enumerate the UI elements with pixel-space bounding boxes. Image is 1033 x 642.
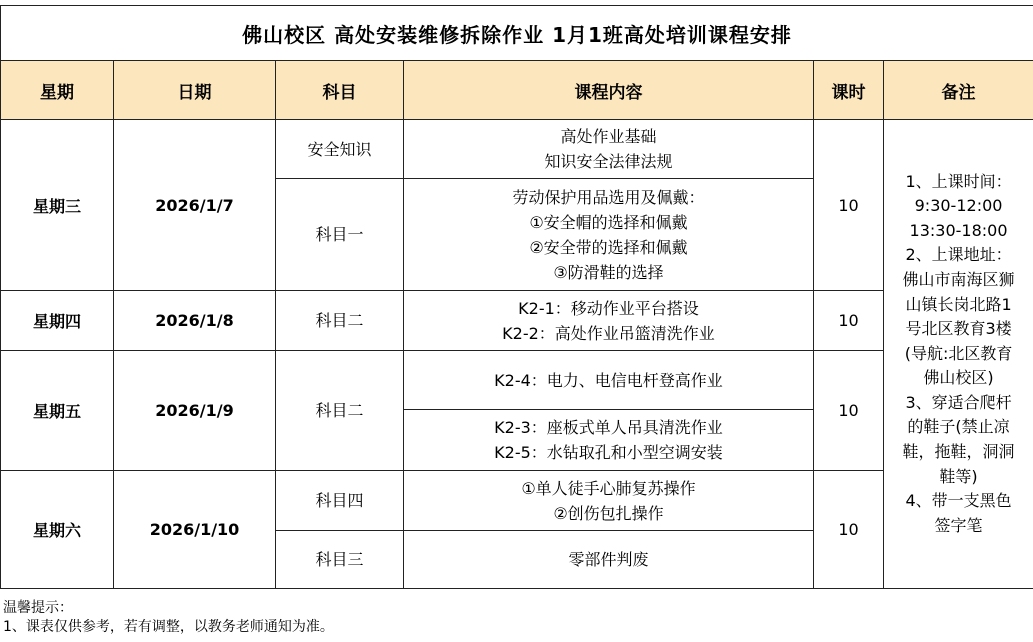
content-line: ①单人徒手心肺复苏操作 (521, 478, 696, 498)
note-line: 3、穿适合爬杆 (905, 392, 1012, 412)
note-line: 2、上课地址： (905, 245, 1012, 265)
content-line: 高处作业基础 (560, 127, 657, 146)
weekday-cell: 星期四 (1, 291, 114, 351)
header-content: 课程内容 (404, 61, 814, 120)
content-line: ②安全带的选择和佩戴 (529, 237, 688, 257)
footer-note: 1、课表仅供参考，若有调整，以教务老师通知为准。 (3, 619, 334, 635)
content-line: K2-5：水钻取孔和小型空调安装 (494, 443, 723, 462)
subject-cell: 安全知识 (276, 120, 404, 179)
note-line: 鞋等) (939, 466, 978, 486)
content-cell (404, 351, 814, 410)
note-line: 签字笔 (934, 515, 983, 535)
content-line: ③防滑鞋的选择 (553, 262, 664, 282)
date-cell: 2026/1/7 (114, 120, 276, 291)
subject-cell: 科目二 (276, 351, 404, 471)
weekday-cell: 星期六 (1, 471, 114, 589)
content-cell (404, 179, 814, 291)
content-line: ②创伤包扎操作 (553, 503, 664, 523)
content-line: ①安全帽的选择和佩戴 (529, 212, 688, 232)
note-line: 佛山市南海区狮 (902, 269, 1015, 289)
note-line: 佛山校区) (923, 368, 994, 388)
weekday-cell: 星期三 (1, 120, 114, 291)
note-line: (导航:北区教育 (904, 343, 1013, 363)
hours-cell: 10 (814, 120, 884, 291)
subject-cell: 科目四 (276, 471, 404, 531)
footer-heading: 温馨提示： (3, 600, 73, 616)
header-hours: 课时 (814, 61, 884, 120)
schedule-title: 佛山校区 高处安装维修拆除作业 1月1班高处培训课程安排 (1, 6, 1033, 61)
content-cell (404, 291, 814, 351)
content-line: K2-3：座板式单人吊具清洗作业 (494, 418, 723, 437)
notes-cell (884, 120, 1033, 589)
note-line: 的鞋子(禁止凉 (907, 417, 1010, 437)
header-date: 日期 (114, 61, 276, 120)
content-cell (404, 471, 814, 531)
date-cell: 2026/1/9 (114, 351, 276, 471)
content-line: K2-2：高处作业吊篮清洗作业 (502, 323, 715, 343)
note-line: 鞋，拖鞋，洞洞 (902, 442, 1015, 462)
note-line: 1、上课时间： (905, 171, 1012, 191)
content-cell (404, 120, 814, 179)
note-line: 4、带一支黑色 (905, 491, 1012, 511)
note-line: 9:30-12:00 (914, 196, 1003, 216)
content-line: K2-4：电力、电信电杆登高作业 (494, 370, 723, 390)
table-row (1, 471, 1033, 531)
content-cell (404, 410, 814, 471)
subject-cell: 科目二 (276, 291, 404, 351)
table-row (1, 351, 1033, 410)
note-line: 号北区教育3楼 (905, 319, 1012, 339)
header-row (1, 61, 1033, 120)
hours-cell: 10 (814, 471, 884, 589)
content-cell (404, 531, 814, 589)
table-row (1, 291, 1033, 351)
header-subject: 科目 (276, 61, 404, 120)
content-line: 零部件判废 (568, 550, 649, 569)
content-line: K2-1：移动作业平台搭设 (518, 298, 699, 318)
schedule-table (0, 5, 1033, 589)
note-line: 13:30-18:00 (909, 220, 1008, 240)
header-weekday: 星期 (1, 61, 114, 120)
hours-cell: 10 (814, 351, 884, 471)
date-cell: 2026/1/10 (114, 471, 276, 589)
date-cell: 2026/1/8 (114, 291, 276, 351)
note-line: 山镇长岗北路1 (905, 294, 1012, 314)
hours-cell: 10 (814, 291, 884, 351)
content-line: 知识安全法律法规 (544, 152, 673, 171)
weekday-cell: 星期五 (1, 351, 114, 471)
subject-cell: 科目三 (276, 531, 404, 589)
header-notes: 备注 (884, 61, 1033, 120)
subject-cell: 科目一 (276, 179, 404, 291)
table-row (1, 120, 1033, 179)
content-line: 劳动保护用品选用及佩戴： (512, 187, 705, 207)
